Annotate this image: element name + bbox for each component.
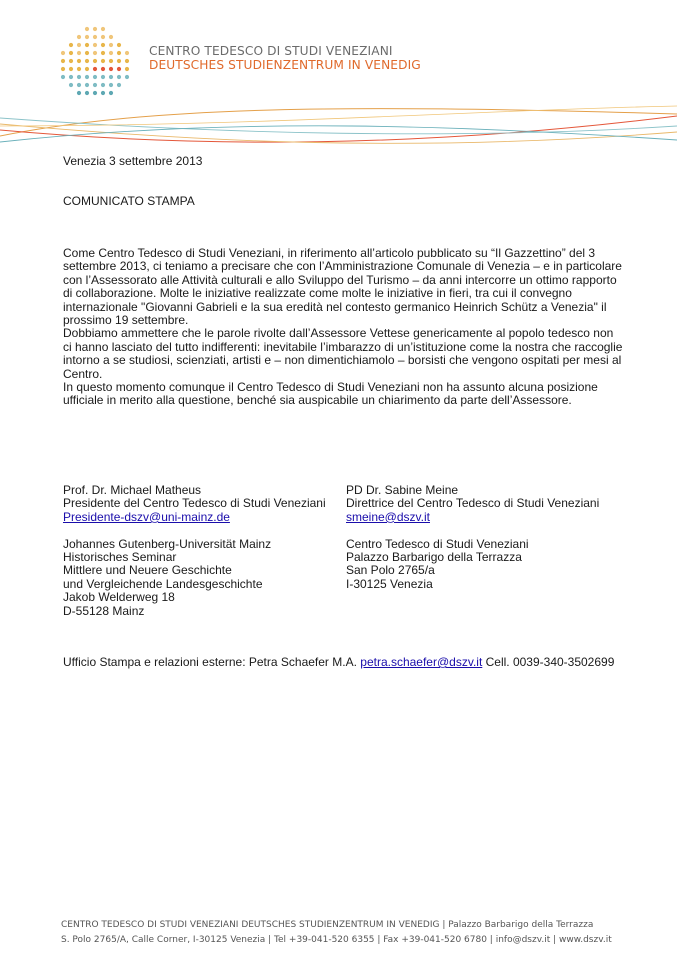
logo-dot [77,51,81,55]
logo-dots-icon [60,26,130,106]
logo-dot [93,91,97,95]
logo-dot [101,43,105,47]
logo-dot [69,67,73,71]
logo-dot [93,35,97,39]
logo-dot [117,75,121,79]
signer-name: Prof. Dr. Michael Matheus [63,483,202,497]
logo-dot [101,75,105,79]
logo-dot [69,83,73,87]
press-office-line [63,655,614,669]
address-line: I-30125 Venezia [346,576,433,591]
logo-dot [85,83,89,87]
org-name-italian: CENTRO TEDESCO DI STUDI VENEZIANI [149,44,393,58]
address-line: D-55128 Mainz [63,603,145,618]
logo-dot [77,43,81,47]
logo-dot [61,59,65,63]
signer-name: PD Dr. Sabine Meine [346,483,459,497]
logo-dot [69,51,73,55]
logo-dot [77,91,81,95]
letter-date: Venezia 3 settembre 2013 [63,154,203,168]
logo-dot [101,91,105,95]
logo-dot [101,67,105,71]
logo-dot [117,51,121,55]
letter-heading: COMUNICATO STAMPA [63,194,195,208]
address-line: Jakob Welderweg 18 [63,590,175,605]
address-line: Historisches Seminar [63,550,177,565]
logo-dot [85,27,89,31]
address-line: Mittlere und Neuere Geschichte [63,563,232,578]
press-suffix: Cell. 0039-340-3502699 [482,655,615,669]
signer-email-link[interactable]: smeine@dszv.it [346,509,430,524]
logo-dot [93,75,97,79]
logo-dot [125,75,129,79]
signature-left [63,484,326,618]
logo-dot [77,75,81,79]
logo-dot [85,75,89,79]
signer-role: Direttrice del Centro Tedesco di Studi Veneziani [346,496,600,511]
logo-dot [61,67,65,71]
footer-line-2: S. Polo 2765/A, Calle Corner, I-30125 Venezia | Tel +39-041-520 6355 | Fax +39-041-520 6780 | info@dszv.it | www.dszv.it [61,935,612,945]
logo-dot [101,59,105,63]
paragraph: In questo momento comunque il Centro Tedesco di Studi Veneziani non ha assunto alcuna posizione ufficiale in merito alla questione, benché sia auspicabile un chiarimento da parte dell’Assessore. [63,380,598,408]
address-line: und Vergleichende Landesgeschichte [63,576,263,591]
footer [61,918,612,948]
logo-dot [101,83,105,87]
logo-dot [85,67,89,71]
logo-dot [93,51,97,55]
logo-dot [109,43,113,47]
logo-dot [77,83,81,87]
logo-dot [93,67,97,71]
logo-dot [101,51,105,55]
logo-dot [117,43,121,47]
logo-dot [109,91,113,95]
logo-dot [109,67,113,71]
logo-dot [109,75,113,79]
logo-dot [85,59,89,63]
logo-dot [117,83,121,87]
logo-dot [93,59,97,63]
logo-dot [85,91,89,95]
logo-dot [109,83,113,87]
logo-dot [93,83,97,87]
signer-role: Presidente del Centro Tedesco di Studi Veneziani [63,496,326,511]
logo-dot [77,59,81,63]
address-line: Palazzo Barbarigo della Terrazza [346,550,522,565]
letter-body [63,247,623,408]
logo-dot [69,75,73,79]
logo-dot [125,51,129,55]
logo-dot [125,59,129,63]
press-email-link[interactable]: petra.schaefer@dszv.it [360,655,483,669]
logo-dot [109,35,113,39]
paragraph: Come Centro Tedesco di Studi Veneziani, in riferimento all’articolo pubblicato su “Il Gazzettino” del 3 settembre 2013, ci teniamo a precisare che con l’Amministrazione Comunale di Venezia – e in particolare con l’Assessorato alle Attività culturali e allo Sviluppo del Turismo – da anni intercorre un ottimo rapporto di collaborazione. Molte le iniziative realizzate come molte le iniziative in fieri, tra cui il convegno internazionale "Giovanni Gabrieli e la sua eredità nel contesto germanico Heinrich Schütz a Venezia" il prossimo 19 settembre. [63,246,622,328]
signature-right [346,484,599,591]
address-line: Johannes Gutenberg-Universität Mainz [63,536,272,551]
logo-dot [117,59,121,63]
logo-dot [101,35,105,39]
logo-dot [101,27,105,31]
logo-dot [69,43,73,47]
logo-dot [85,43,89,47]
decorative-waves [0,96,677,156]
logo-dot [77,67,81,71]
address-line: San Polo 2765/a [346,563,435,578]
logo-dot [61,75,65,79]
logo-dot [117,67,121,71]
org-name-german: DEUTSCHES STUDIENZENTRUM IN VENEDIG [149,58,421,72]
footer-line-1: CENTRO TEDESCO DI STUDI VENEZIANI DEUTSCHES STUDIENZENTRUM IN VENEDIG | Palazzo Barbarigo della Terrazza [61,920,594,930]
address-line: Centro Tedesco di Studi Veneziani [346,536,529,551]
logo-dot [93,43,97,47]
logo-dot [109,59,113,63]
logo-dot [85,35,89,39]
paragraph: Dobbiamo ammettere che le parole rivolte dall’Assessore Vettese genericamente al popolo tedesco non ci hanno lasciato del tutto indifferenti: inevitabile l’imbarazzo di un’istituzione come la nostra che raccoglie intorno a se studiosi, scienziati, artisti e – non dimentichiamolo – borsisti che vengono ospitati per mesi al Centro. [63,326,623,381]
logo-dot [109,51,113,55]
signer-email-link[interactable]: Presidente-dszv@uni-mainz.de [63,509,230,524]
organization-name [149,44,421,72]
press-prefix: Ufficio Stampa e relazioni esterne: Petra Schaefer M.A. [63,655,361,669]
logo-dot [85,51,89,55]
logo-dot [125,67,129,71]
logo-dot [93,27,97,31]
logo-dot [61,51,65,55]
logo-dot [77,35,81,39]
logo-dot [69,59,73,63]
